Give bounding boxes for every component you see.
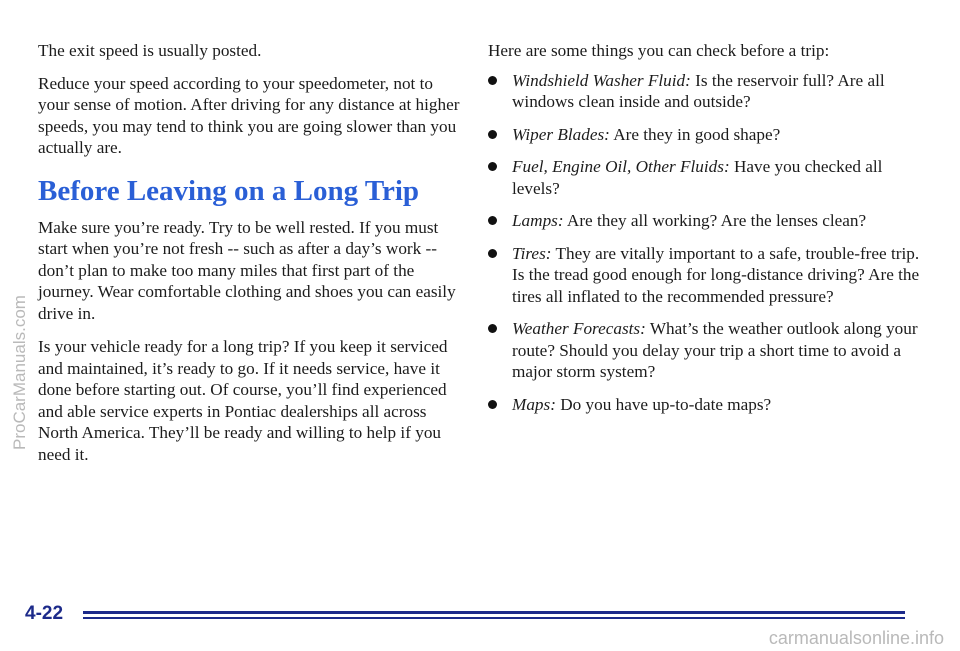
list-item bbox=[488, 124, 928, 146]
left-column bbox=[38, 40, 463, 465]
checklist-intro: Here are some things you can check before a trip: bbox=[488, 41, 830, 60]
exit-speed-paragraph: The exit speed is usually posted. bbox=[38, 41, 262, 60]
bullet-icon bbox=[488, 324, 497, 333]
bullet-icon bbox=[488, 130, 497, 139]
item-text: They are vitally important to a safe, trouble-free trip. Is the tread good enough for long-distance driving? Are the tires all inflated to the recommended pressure? bbox=[512, 243, 920, 306]
section-heading: Before Leaving on a Long Trip bbox=[38, 174, 420, 207]
list-item bbox=[488, 318, 928, 383]
list-item bbox=[488, 156, 928, 199]
side-watermark: ProCarManuals.com bbox=[10, 295, 29, 450]
item-text: Are they all working? Are the lenses clean? bbox=[563, 211, 867, 230]
item-term: Maps: bbox=[512, 394, 556, 414]
item-term: Lamps: bbox=[512, 211, 564, 230]
bottom-watermark: carmanualsonline.info bbox=[768, 628, 944, 648]
item-text: Are they in good shape? bbox=[609, 124, 781, 144]
bullet-icon bbox=[488, 400, 497, 409]
vehicle-ready-paragraph: Is your vehicle ready for a long trip? If you keep it serviced and maintained, it’s ready to go. If it needs service, have it done before starting out. Of course, you’ll find experienced and able service experts in Pontiac dealerships all across North America. They’ll be ready and willing to help if you need it. bbox=[38, 337, 448, 464]
right-column bbox=[488, 40, 928, 426]
item-text: Is the reservoir full? Are all windows clean inside and outside? bbox=[512, 70, 885, 111]
bullet-icon bbox=[488, 76, 497, 85]
list-item bbox=[488, 243, 928, 308]
item-term: Weather Forecasts: bbox=[512, 319, 646, 338]
page-number: 4-22 bbox=[25, 603, 64, 624]
list-item bbox=[488, 394, 928, 416]
readiness-paragraph: Make sure you’re ready. Try to be well rested. If you must start when you’re not fresh -- such as after a day’s work -- don’t plan to make too many miles that first part of the journey. Wear comfortable clothing and shoes you can easily drive in. bbox=[38, 217, 456, 323]
item-text: Do you have up-to-date maps? bbox=[555, 394, 772, 414]
page-footer bbox=[25, 602, 905, 626]
footer-rule bbox=[83, 617, 905, 619]
item-term: Wiper Blades: bbox=[512, 124, 610, 144]
list-item bbox=[488, 70, 928, 113]
item-term: Fuel, Engine Oil, Other Fluids: bbox=[512, 157, 730, 176]
speedometer-paragraph: Reduce your speed according to your speedometer, not to your sense of motion. After driving for any distance at higher speeds, you may tend to think you are going slower than you actually are. bbox=[38, 73, 460, 157]
item-text: Have you checked all levels? bbox=[512, 157, 883, 198]
item-text: What’s the weather outlook along your route? Should you delay your trip a short time to avoid a major storm system? bbox=[512, 319, 918, 381]
list-item bbox=[488, 210, 928, 232]
checklist bbox=[488, 70, 928, 416]
bullet-icon bbox=[488, 216, 497, 225]
item-term: Windshield Washer Fluid: bbox=[512, 70, 691, 90]
item-term: Tires: bbox=[512, 243, 552, 263]
footer-rule bbox=[83, 611, 905, 614]
bullet-icon bbox=[488, 249, 497, 258]
bullet-icon bbox=[488, 162, 497, 171]
